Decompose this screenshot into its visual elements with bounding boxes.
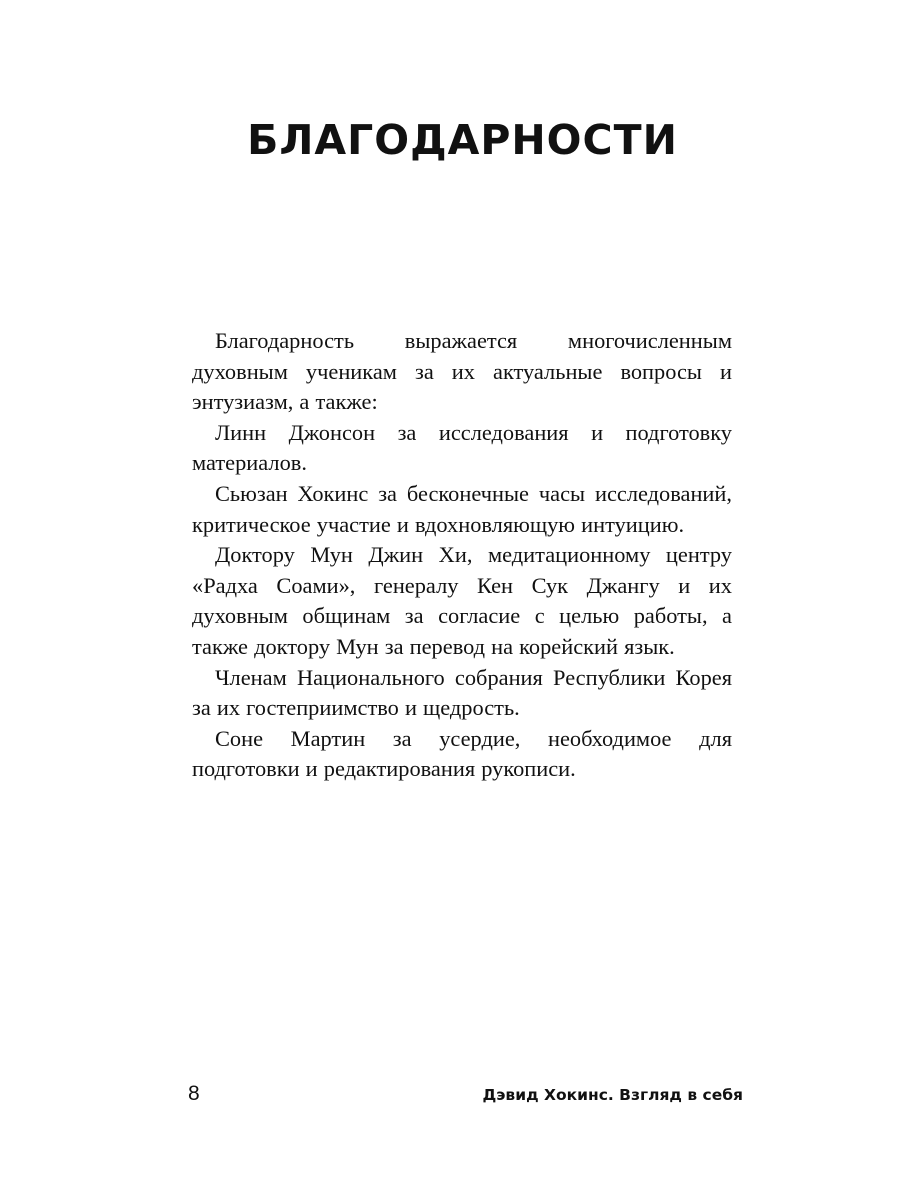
paragraph-hawkins: Сьюзан Хокинс за бесконечные часы исследований, критическое участие и вдохновляющую интуицию. (192, 480, 732, 537)
paragraph-intro: Благодарность выражается многочисленным духовным ученикам за их актуальные вопросы и энтузиазм, а также: (192, 328, 732, 415)
paragraph-assembly: Членам Национального собрания Республики Корея за их гостеприимство и щедрость. (192, 664, 732, 721)
paragraph-moon: Доктору Мун Джин Хи, медитационному центру «Радха Соами», генералу Кен Сук Джангу и их духовным общинам за согласие с целью работы, а также доктору Мун за перевод на корейский язык. (192, 542, 732, 659)
page-title: БЛАГОДАРНОСТИ (247, 116, 678, 164)
paragraph-martin: Соне Мартин за усердие, необходимое для подготовки и редактирования рукописи. (192, 725, 732, 782)
page-footer (0, 1075, 900, 1105)
running-title: Дэвид Хокинс. Взгляд в себя (482, 1086, 743, 1104)
acknowledgements-text (192, 326, 732, 785)
paragraph-johnson: Линн Джонсон за исследования и подготовку материалов. (192, 419, 732, 476)
page-number: 8 (188, 1082, 200, 1105)
